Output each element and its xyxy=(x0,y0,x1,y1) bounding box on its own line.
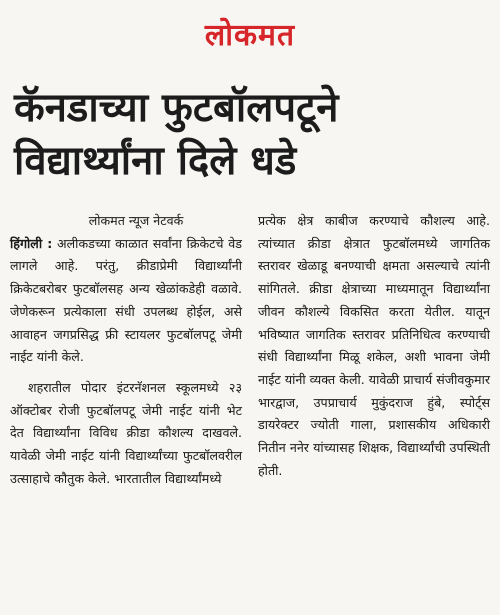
dateline: हिंगोली : xyxy=(10,235,53,251)
byline: लोकमत न्यूज नेटवर्क xyxy=(88,213,184,228)
newspaper-logo: लोकमत xyxy=(204,17,296,53)
article-paragraph xyxy=(10,233,242,369)
article-paragraph: शहरातील पोदार इंटरनॅशनल स्कूलमध्ये २३ ऑक्टोबर रोजी फुटबॉलपटू जेमी नाईट यांनी भेट देत विद्यार्थ्यांना विविध क्रीडा कौशल्य दाखवले. यावेळी जेमी नाईट यांनी विद्यार्थ्यांच्या फुटबॉलवरील उत्साहाचे कौतुक केले. भारतातील विद्यार्थ्यांमध्ये xyxy=(10,379,242,486)
article-column-left xyxy=(10,210,242,490)
article-paragraph-text: अलीकडच्या काळात सर्वांना क्रिकेटचे वेड लागले आहे. परंतु, क्रीडाप्रेमी विद्यार्थ्यांनी क्रिकेटबरोबर फुटबॉलसह अन्य खेळांकडेही वळावे. जेणेकरून प्रत्येकाला संधी उपलब्ध होईल, असे आवाहन जगप्रसिद्ध फ्री स्टायलर फुटबॉलपटू जेमी नाईट यांनी केले. xyxy=(10,235,243,365)
masthead xyxy=(0,8,500,58)
article-paragraph: प्रत्येक क्षेत्र काबीज करण्याचे कौशल्य आहे. त्यांच्यात क्रीडा क्षेत्रात फुटबॉलमध्ये जागतिक स्तरावर खेळाडू बनण्याची क्षमता असल्याचे त्यांनी सांगितले. क्रीडा क्षेत्राच्या माध्यमातून विद्यार्थ्यांना जीवन कौशल्ये विकसित करता येतील. यातून भविष्यात जागतिक स्तरावर प्रतिनिधित्व करण्याची संधी विद्यार्थ्यांना मिळू शकेल, अशी भावना जेमी नाईट यांनी व्यक्त केली. यावेळी प्राचार्य संजीवकुमार भारद्वाज, उपप्राचार्य मुकुंदराज हुंबे, स्पोर्ट्स डायरेक्टर ज्योती गाला, प्रशासकीय अधिकारी नितीन ननेर यांच्यासह शिक्षक, विद्यार्थ्यांची उपस्थिती होती. xyxy=(258,213,490,478)
headline: कॅनडाच्या फुटबॉलपटूने विद्यार्थ्यांना दिले धडे xyxy=(14,85,339,184)
article-column-right xyxy=(258,210,490,482)
